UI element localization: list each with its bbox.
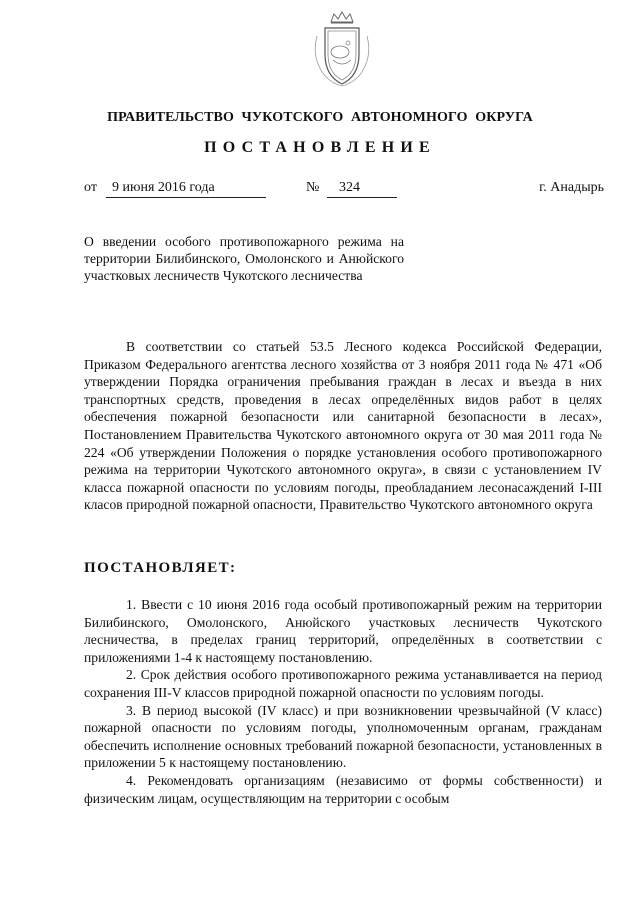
date-prefix: от — [84, 180, 97, 195]
resolution-item: 2. Срок действия особого противопожарного режима устанавливается на период сохранения III-V классов природной пожарной опасности по условиям погоды. — [84, 667, 602, 700]
resolution-item: 3. В период высокой (IV класс) и при возникновении чрезвычайной (V класс) пожарной опасности по условиям погоды, уполномоченным органам, гражданам обеспечить исполнение основных требований пожарной безопасности, установленных в приложении 5 к настоящему постановлению. — [84, 702, 602, 771]
resolves-heading: ПОСТАНОВЛЯЕТ: — [84, 560, 237, 576]
document-city: г. Анадырь — [539, 180, 604, 195]
date-underline — [106, 197, 266, 198]
resolution-items — [84, 596, 602, 807]
preamble-text: В соответствии со статьей 53.5 Лесного кодекса Российской Федерации, Приказом Федерального агентства лесного хозяйства от 3 ноября 2011 года № 471 «Об утверждении Порядка ограничения пребывания граждан в лесах и въезда в них транспортных средств, проведения в лесах определённых видов работ в целях обеспечения пожарной безопасности или санитарной безопасности в лесах», Постановлением Правительства Чукотского автономного округа от 30 мая 2011 года № 224 «Об утверждении Положения о порядке установления особого противопожарного режима на территории Чукотского автономного округа», в связи с установлением IV класса пожарной опасности по условиям погоды, преобладанием лесонасаждений I-III класов природной пожарной опасности, Правительство Чукотского автономного округа — [84, 339, 602, 513]
resolution-item: 4. Рекомендовать организациям (независимо от формы собственности) и физическим лицам, осуществляющим на территории с особым — [84, 772, 602, 806]
number-underline — [327, 197, 397, 198]
document-type: ПОСТАНОВЛЕНИЕ — [204, 139, 436, 156]
resolution-item: 1. Ввести с 10 июня 2016 года особый противопожарный режим на территории Билибинского, Омолонского, Анюйского участковых лесничеств Чукотского лесничества, в пределах границ территорий, определённых в соответствии с приложениями 1-4 к настоящему постановлению. — [84, 597, 602, 665]
document-number: 324 — [339, 180, 360, 195]
preamble — [84, 338, 602, 514]
coat-of-arms-emblem — [303, 10, 381, 90]
number-sign: № — [306, 180, 320, 195]
government-title: ПРАВИТЕЛЬСТВО ЧУКОТСКОГО АВТОНОМНОГО ОКРУГА — [107, 110, 533, 125]
dateline — [84, 180, 604, 200]
document-date: 9 июня 2016 года — [112, 180, 215, 195]
document-subject: О введении особого противопожарного режима на территории Билибинского, Омолонского и Анюйского участковых лесничеств Чукотского лесничества — [84, 234, 404, 283]
